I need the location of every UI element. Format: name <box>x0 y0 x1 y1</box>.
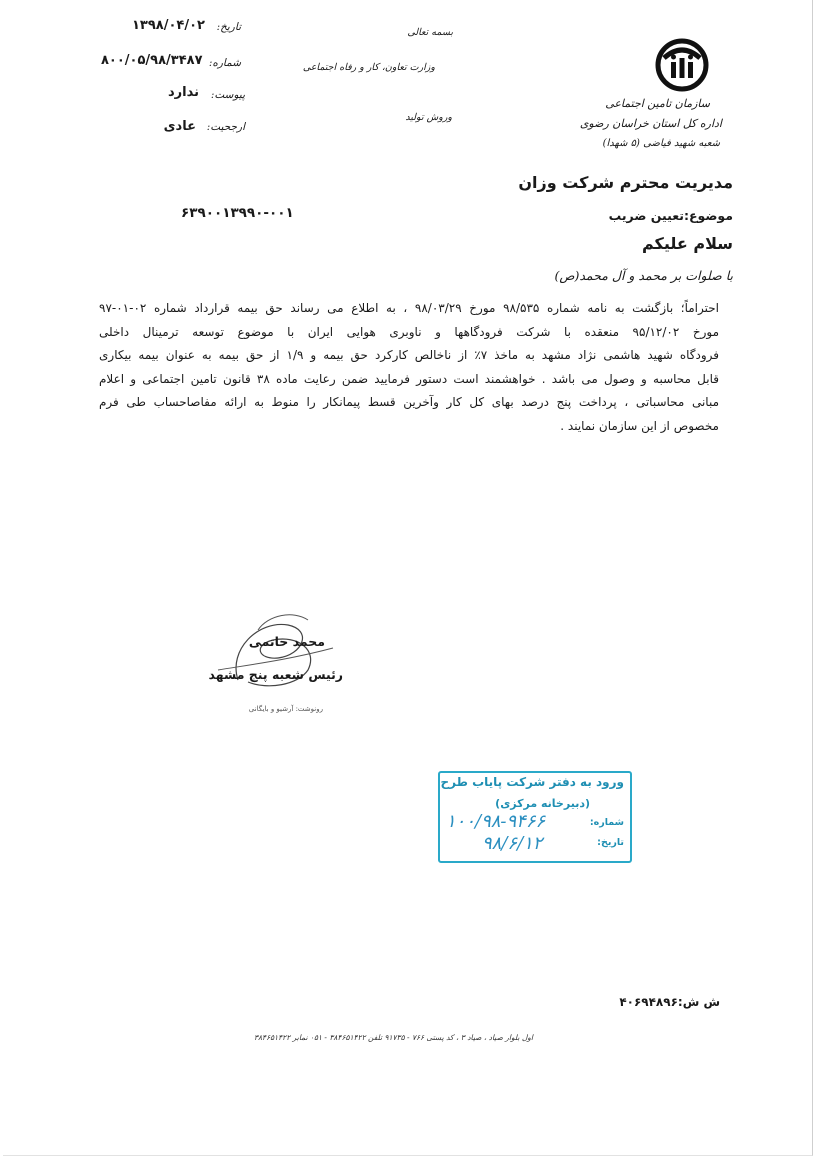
ministry-name: وزارت تعاون، کار و رفاه اجتماعی <box>302 62 435 73</box>
issue-note: وروش تولید <box>405 112 452 123</box>
footer-reference: ش ش:۴۰۶۹۴۸۹۶ <box>619 995 720 1009</box>
date-value: ۱۳۹۸/۰۴/۰۲ <box>132 18 205 33</box>
social-security-logo-icon <box>652 38 712 94</box>
branch-name: شعبه شهید فیاضی (۵ شهدا) <box>602 138 720 149</box>
body-line: فرودگاه شهید هاشمی نژاد مشهد به ماخذ ۷٪ از ناخالص کارکرد حق بیمه و ۱/۹ از حق بیمه به عنوان بیمه بیکاری <box>99 348 719 363</box>
priority-value: عادی <box>163 119 196 134</box>
greeting: سلام علیکم <box>641 234 733 253</box>
body-line: مورخ ۹۵/۱۲/۰۲ منعقده با شرکت فرودگاهها و ناوبری هوایی ایران با موضوع توسعه ترمینال داخلی <box>99 324 720 339</box>
body-line: احتراماً؛ بازگشت به نامه شماره ۹۸/۵۳۵ مورخ ۹۸/۰۳/۲۹ ، به اطلاع می رساند حق بیمه قرارداد شماره ۰۲-۰۱-۹۷ <box>99 301 720 315</box>
org-name: سازمان تامین اجتماعی <box>605 97 710 110</box>
signer-title: رئیس شعبه پنج مشهد <box>208 667 343 682</box>
incoming-stamp <box>438 771 632 863</box>
number-value: ۸۰۰/۰۵/۹۸/۳۴۸۷ <box>101 53 203 68</box>
salutation: با صلوات بر محمد و آل محمد(ص) <box>554 268 733 283</box>
subject: موضوع:تعیین ضریب <box>608 208 733 223</box>
priority-label: ارجحیت: <box>206 121 245 133</box>
footer-address: اول بلوار صیاد ، صیاد ۳ ، کد پستی ۷۶۶ - ۹۱۷۳۵ تلفن ۳۸۴۶۵۱۴۲۲ - ۰۵۱ نمابر ۳۸۴۶۵۱۴۲۲ <box>253 1033 533 1042</box>
stamp-date-label: تاریخ: <box>597 837 624 848</box>
handwritten-signature <box>198 610 348 700</box>
letter-body <box>99 297 719 439</box>
stamp-number-label: شماره: <box>589 817 624 828</box>
number-label: شماره: <box>208 57 241 69</box>
stamp-number-value: ۱۰۰/۹۸-۹۴۶۶ <box>446 811 546 832</box>
attachment-value: ندارد <box>167 85 199 100</box>
stamp-date-value: ۹۸/۶/۱۲ <box>482 833 543 854</box>
province-office: اداره کل استان خراسان رضوی <box>579 117 722 130</box>
body-line: مخصوص از این سازمان نمایند . <box>560 418 719 433</box>
reference-number: ۶۳۹۰۰۱۳۹۹۰-۰۰۱ <box>181 205 294 221</box>
cc-note: رونوشت: آرشیو و بایگانی <box>248 705 323 713</box>
signer-name: محمد حاتمی <box>248 634 325 649</box>
stamp-title: ورود به دفتر شرکت پایاب طرح <box>440 775 624 789</box>
stamp-subtitle: (دبیرخانه مرکزی) <box>495 797 590 810</box>
body-line: مبانی محاسباتی ، پرداخت پنج درصد بهای کل کار وآخرین قسط پیمانکار را منوط به ارائه مفاصاحساب طی فرم <box>99 395 719 410</box>
bismillah: بسمه تعالی <box>407 27 453 38</box>
attachment-label: پیوست: <box>210 89 245 101</box>
date-label: تاریخ: <box>216 21 241 33</box>
recipient: مدیریت محترم شرکت وزان <box>518 173 733 192</box>
body-line: قابل محاسبه و وصول می باشد . خواهشمند است دستور فرمایید ضمن رعایت ماده ۳۸ قانون تامین اجتماعی و اعلام <box>99 371 719 386</box>
